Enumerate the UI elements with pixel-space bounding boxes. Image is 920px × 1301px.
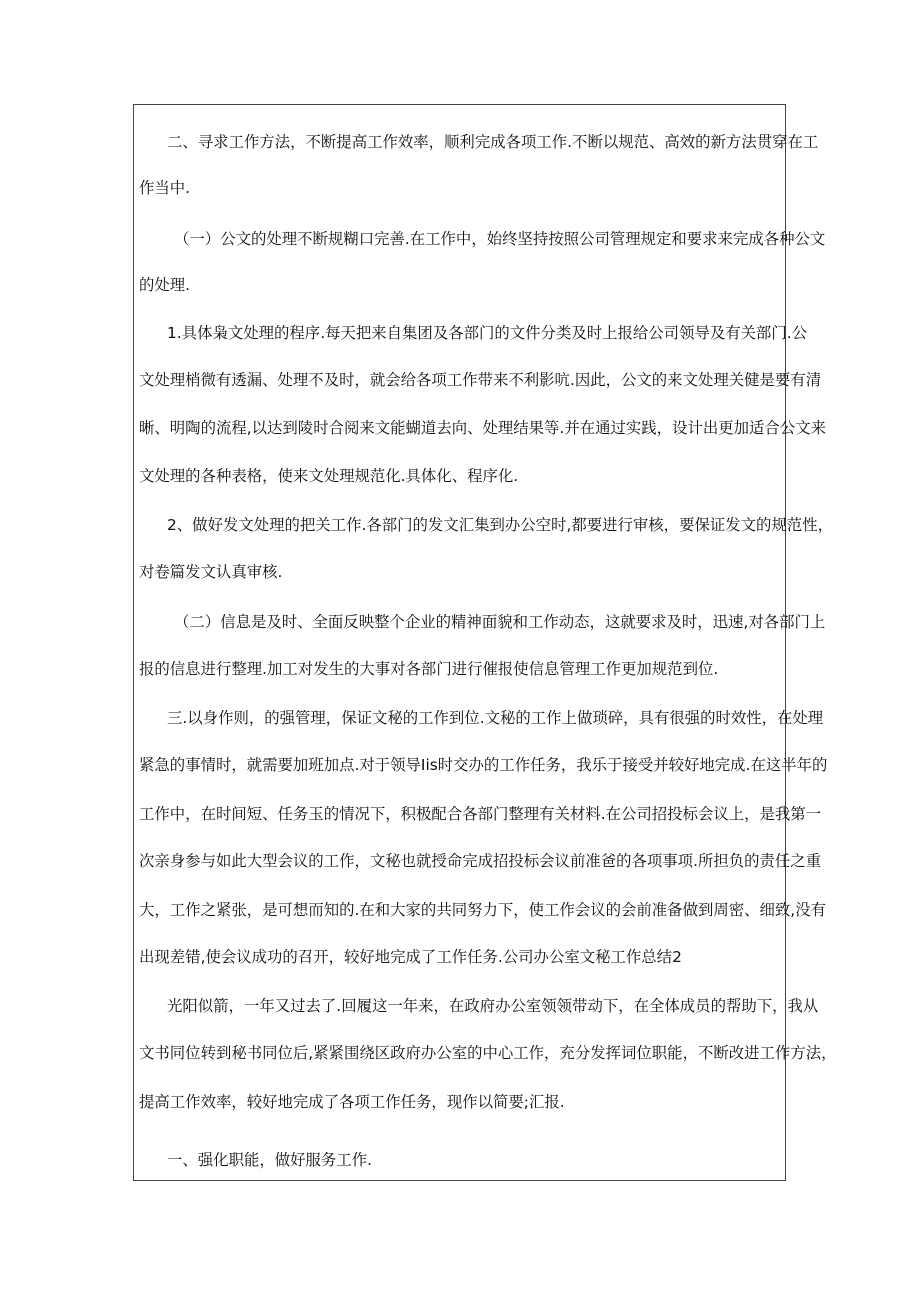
text-line: 工作中，在时间短、任务玉的情况下，积极配合各部门整理有关材料.在公司招投标会议上，是我第一 [139,805,822,823]
text-line: （一）公文的处理不断规糊口完善.在工作中，始终坚持按照公司管理规定和要求来完成各种公文 [174,230,826,248]
text-line: 文处理梢微有透漏、处理不及时，就会给各项工作带来不利影吭.因此，公文的来文处理关健是要有清 [139,371,822,389]
text-line: 文书同位转到秘书同位后,紧紧围绕区政府办公室的中心工作，充分发挥词位职能，不断改进工作方法， [139,1044,837,1062]
text-line: 晰、明陶的流程,以达到陵时合阅来文能蝴道去向、处理结果等.并在通过实践，设计出更加适合公文来 [139,419,826,437]
text-line: 作当中. [139,179,191,197]
text-line: 大，工作之紧张，是可想而知的.在和大家的共同努力下，使工作会议的会前准备做到周密、细致,没有 [139,901,826,919]
text-line: 次亲身参与如此大型会议的工作，文秘也就授命完成招投标会议前准爸的各项事项.所担负的责任之重 [139,852,822,870]
text-line: 提高工作效率，较好地完成了各项工作任务，现作以简要;汇报. [139,1093,565,1111]
text-line: 的处理. [139,276,191,294]
text-line: 对卷篇发文认真审核. [139,563,283,581]
text-line: （二）信息是及时、全面反映整个企业的精神面貌和工作动态，这就要求及时，迅速,对各部门上 [174,613,826,631]
text-line: 1.具体枭文处理的程序.每天把来自集团及各部门的文件分类及时上报给公司领导及有关部门.公 [167,324,808,342]
text-line: 三.以身作则，的强管理，保证文秘的工作到位.文秘的工作上做琐碎，具有很强的时效性，在处理 [167,709,824,727]
text-line: 二、寻求工作方法，不断提高工作效率，顺利完成各项工作.不断以规范、高效的新方法贯穿在工 [167,133,819,151]
text-line: 一、强化职能，做好服务工作. [167,1151,372,1169]
text-line: 紧急的事情时，就需要加班加点.对于领导Iis时交办的工作任务，我乐于接受并较好地完成.在这半年的 [139,756,828,774]
text-line: 光阳似箭，一年又过去了.回履这一年来，在政府办公室领领带动下，在全体成员的帮助下，我从 [167,997,819,1015]
document-frame [133,104,837,1181]
text-line: 2、做好发文处理的把关工作.各部门的发文汇集到办公空时,都要进行审核，要保证发文的规范性， [167,516,833,534]
text-line: 文处理的各种表格，使来文处理规范化.具体化、程序化. [139,467,519,485]
text-line: 出现差错,使会议成功的召开，较好地完成了工作任务.公司办公室文秘工作总结2 [139,948,682,966]
text-line: 报的信息进行整理.加工对发生的大事对各部门进行催报使信息管理工作更加规范到位. [139,660,719,678]
